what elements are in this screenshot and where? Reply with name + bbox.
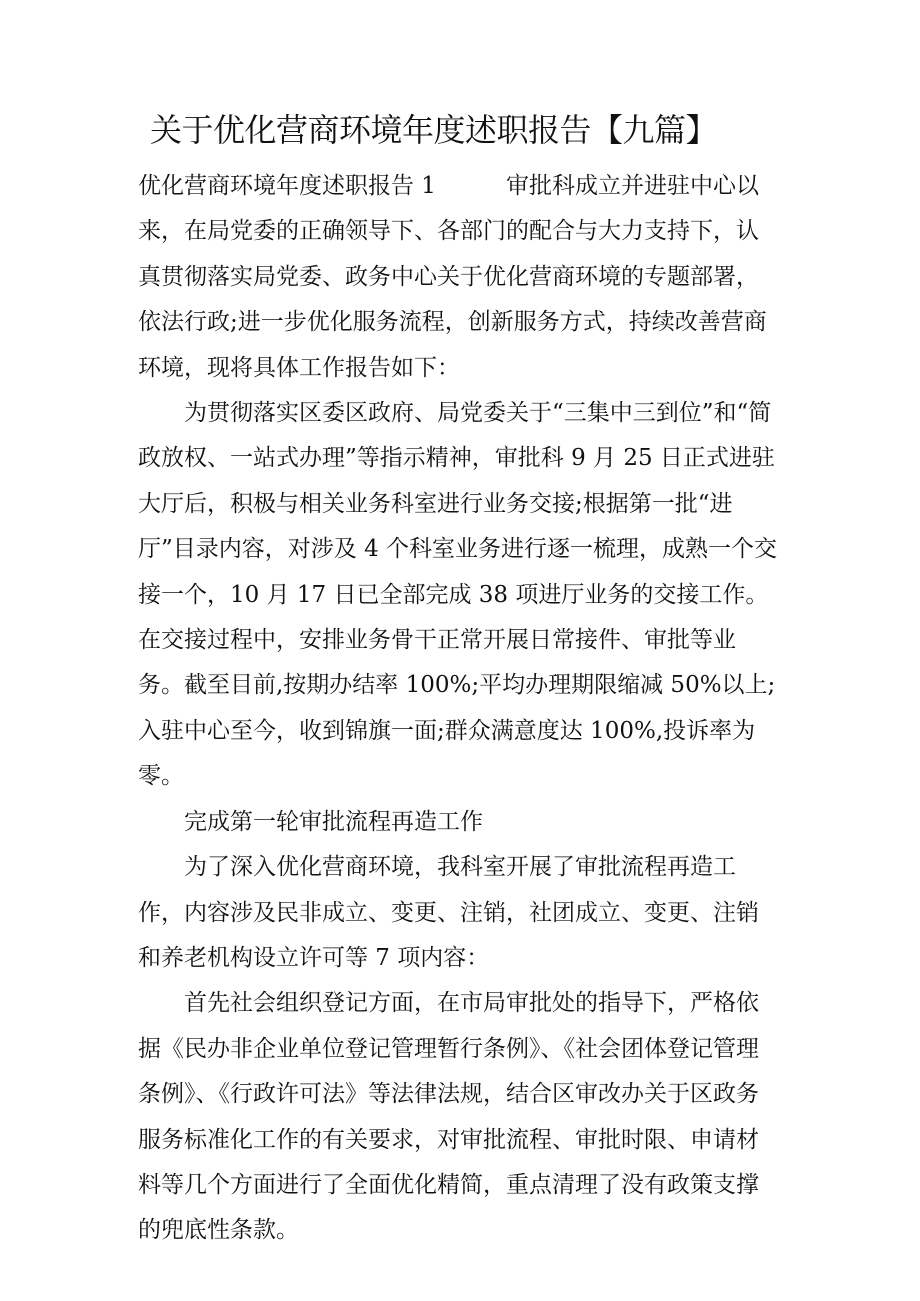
paragraph-1-text: 审批科成立并进驻中心以来，在局党委的正确领导下、各部门的配合与大力支持下，认真贯彻落实局党委、政务中心关于优化营商环境的专题部署，依法行政;进一步优化服务流程，创新服务方式，持续改善营商环境，现将具体工作报告如下： [138, 173, 767, 381]
section-heading: 完成第一轮审批流程再造工作 [184, 808, 483, 835]
paragraph-1 [138, 164, 778, 391]
document-title: 关于优化营商环境年度述职报告【九篇】 [150, 111, 718, 149]
paragraph-2: 为贯彻落实区委区政府、局党委关于“三集中三到位”和“简政放权、一站式办理”等指示精神，审批科 9 月 25 日正式进驻大厅后，积极与相关业务科室进行业务交接;根据第一批“进厅”目录内容，对涉及 4 个科室业务进行逐一梳理，成熟一个交接一个，10 月 17 日已全部完成 38 项进厅业务的交接工作。在交接过程中，安排业务骨干正常开展日常接件、审批等业务。截至目前,按期办结率 100%;平均办理期限缩减 50%以上;入驻中心至今，收到锦旗一面;群众满意度达 100%,投诉率为零。 [138, 400, 778, 790]
document-body [138, 164, 778, 1254]
paragraph-4: 首先社会组织登记方面，在市局审批处的指导下，严格依据《民办非企业单位登记管理暂行条例》、《社会团体登记管理条例》、《行政许可法》等法律法规，结合区审改办关于区政务服务标准化工作的有关要求，对审批流程、审批时限、申请材料等几个方面进行了全面优化精简，重点清理了没有政策支撑的兜底性条款。 [138, 990, 759, 1244]
report-heading: 优化营商环境年度述职报告 1 [138, 173, 436, 199]
paragraph-3: 为了深入优化营商环境，我科室开展了审批流程再造工作，内容涉及民非成立、变更、注销，社团成立、变更、注销和养老机构设立许可等 7 项内容： [138, 854, 759, 971]
